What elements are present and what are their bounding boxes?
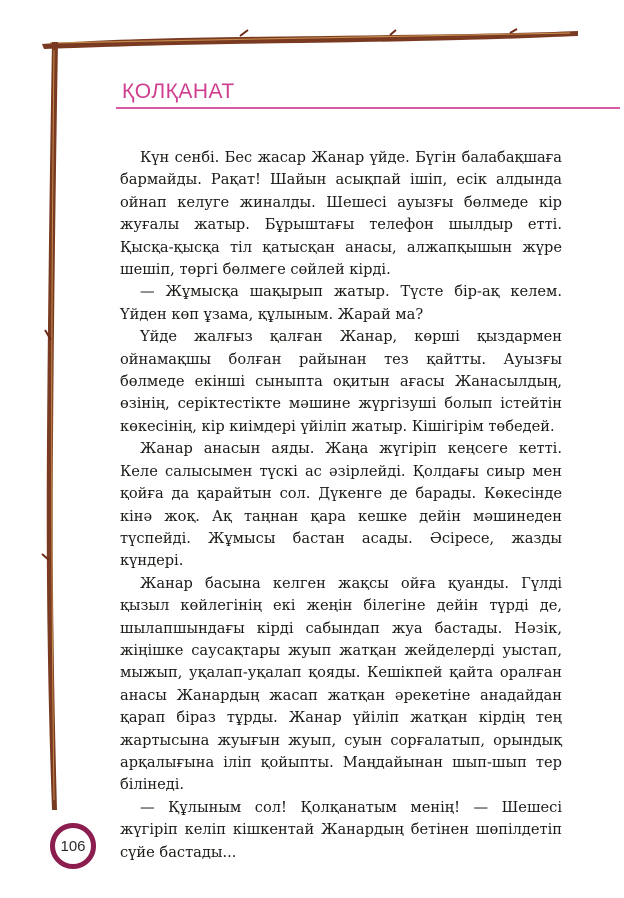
decorative-stick-left xyxy=(30,40,90,870)
decorative-stick-top xyxy=(40,28,580,54)
story-paragraph: Жанар басына келген жақсы ойға қуанды. Гүлді қызыл көйлегінің екі жеңін білегіне дейін түрді де, шылапшындағы кірді сабындап жуа бастады. Нәзік, жіңішке саусақтары жуып жатқан жейделерді уыстап, мыжып, уқалап-уқалап қояды. Кешікпей қайта оралған анасы Жанардың жасап жатқан әрекетіне анадайдан қарап біраз тұрды. Жанар үйіліп жатқан кірдің тең жартысына жуығын жуып, суын сорғалатып, орындық арқалығына іліп қойыпты. Маңдайынан шып-шып тер білінеді. xyxy=(120,574,562,794)
title-divider xyxy=(116,107,620,109)
story-text xyxy=(120,147,562,864)
page-number: 106 xyxy=(50,823,96,869)
story-paragraph: — Жұмысқа шақырып жатыр. Түсте бір-ақ келем. Үйден көп ұзама, құлыным. Жарай ма? xyxy=(120,283,562,323)
story-paragraph: Жанар анасын аяды. Жаңа жүгіріп кеңсеге кетті. Келе салысымен түскі ас әзірлейді. Қолдағы сиыр мен қойға да қарайтын сол. Дүкенге де барады. Көкесінде кінә жоқ. Ақ таңнан қара кешке дейін мәшинеден түспейді. Жұмысы бастан асады. Әсіресе, жазды күндері. xyxy=(120,440,562,570)
story-paragraph: — Құлыным сол! Қолқанатым менің! — Шешесі жүгіріп келіп кішкентай Жанардың бетінен шөпілдетіп сүйе бастады... xyxy=(120,798,562,861)
story-paragraph: Үйде жалғыз қалған Жанар, көрші қыздармен ойнамақшы болған райынан тез қайтты. Ауызғы бөлмеде екінші сыныпта оқитын ағасы Жанасылдың, өзінің, серіктестікте мәшине жүргізуші болып істейтін көкесінің, кір киімдері үйіліп жатыр. Кішігірім төбедей. xyxy=(120,328,562,435)
story-paragraph: Күн сенбі. Бес жасар Жанар үйде. Бүгін балабақшаға бармайды. Рақат! Шайын асықпай ішіп, есік алдында ойнап келуге жиналды. Шешесі ауызғы бөлмеде кір жуғалы жатыр. Бұрыштағы телефон шылдыр етті. Қысқа-қысқа тіл қатысқан анасы, алжапқышын жүре шешіп, төргі бөлмеге сөйлей кірді. xyxy=(120,149,562,279)
story-title: ҚОЛҚАНАТ xyxy=(122,80,235,103)
